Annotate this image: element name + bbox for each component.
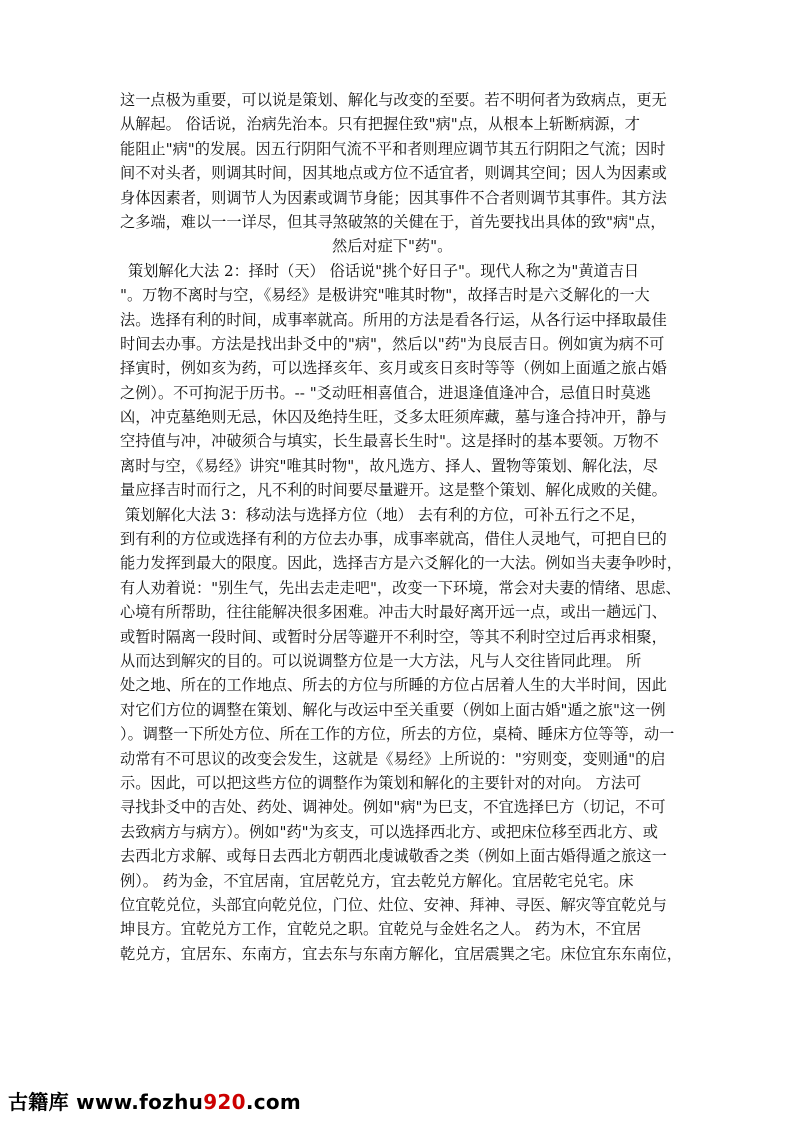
text-line-content: 心境有所帮助，往往能解决很多困难。冲击大时最好离开远一点，或出一趟远门、	[120, 603, 667, 622]
text-line-content: 策划解化大法 3：移动法与选择方位（地） 去有利的方位，可补五行之不足，	[125, 505, 646, 524]
text-line-content: 或暂时隔离一段时间、或暂时分居等避开不利时空，等其不利时空过后再求相聚，	[120, 627, 667, 646]
text-line	[0, 917, 793, 941]
text-line	[0, 503, 793, 527]
text-line	[0, 722, 793, 746]
text-line-content: 法。选择有利的时间，成事率就高。所用的方法是看各行运，从各行运中择取最佳	[120, 310, 667, 329]
text-line-content: 坤艮方。宜乾兑方工作，宜乾兑之职。宜乾兑与金姓名之人。 药为木，不宜居	[120, 920, 642, 939]
text-line	[0, 405, 793, 429]
text-line-content: 去西北方求解、或每日去西北方朝西北虔诚敬香之类（例如上面古婚得遁之旅这一	[120, 847, 667, 866]
text-line-content: 从解起。 俗话说，治病先治本。只有把握住致"病"点，从根本上斩断病源，才	[120, 115, 640, 134]
text-line	[0, 576, 793, 600]
text-line-content: 离时与空，《易经》讲究"唯其时物"，故凡选方、择人、置物等策划、解化法，尽	[120, 456, 658, 475]
text-line-content: 之例）。不可拘泥于历书。-- "爻动旺相喜值合，进退逢值逢冲合，忌值日时莫逃	[120, 383, 651, 402]
text-line	[0, 673, 793, 697]
text-line	[0, 454, 793, 478]
text-line	[0, 527, 793, 551]
text-line	[0, 893, 793, 917]
text-line	[0, 234, 793, 258]
text-line-content: 到有利的方位或选择有利的方位去办事，成事率就高，借住人灵地气，可把自巳的	[120, 530, 667, 549]
text-line	[0, 747, 793, 771]
text-line-content: 间不对头者，则调其时间，因其地点或方位不适宜者，则调其空间；因人为因素或	[120, 164, 667, 183]
text-line-content: 这一点极为重要，可以说是策划、解化与改变的至要。若不明何者为致病点，更无	[120, 91, 667, 109]
text-line	[0, 795, 793, 819]
text-line	[0, 649, 793, 673]
text-line-content: 身体因素者，则调节人为因素或调节身能；因其事件不合者则调节其事件。其方法	[120, 188, 667, 207]
text-line-content: "。万物不离时与空，《易经》是极讲究"唯其时物"，故择吉时是六爻解化的一大	[120, 286, 650, 305]
document-body	[0, 88, 793, 966]
text-line-content: 位宜乾兑位，头部宜向乾兑位，门位、灶位、安神、拜神、寻医、解灾等宜乾兑与	[120, 895, 667, 914]
text-line-content: 之多端，难以一一详尽，但其寻煞破煞的关健在于，首先要找出具体的致"病"点，	[120, 212, 666, 231]
text-line-content: 时间去办事。方法是找出卦爻中的"病"，然后以"药"为良辰吉日。例如寅为病不可	[120, 334, 665, 353]
text-line-content: 例）。 药为金，不宜居南，宜居乾兑方，宜去乾兑方解化。宜居乾宅兑宅。床	[120, 871, 634, 890]
text-line-content: 量应择吉时而行之，凡不利的时间要尽量避开。这是整个策划、解化成败的关健。	[120, 481, 667, 500]
text-line-content: 乾兑方，宜居东、东南方，宜去东与东南方解化，宜居震巽之宅。床位宜东东南位，	[120, 944, 682, 963]
text-line	[0, 283, 793, 307]
text-line	[0, 112, 793, 136]
site-watermark	[8, 1086, 301, 1115]
text-line-content: 去致病方与病方）。例如"药"为亥支，可以选择西北方、或把床位移至西北方、或	[120, 822, 658, 841]
text-line-content: 策划解化大法 2：择时（天） 俗话说"挑个好日子"。现代人称之为"黄道吉日	[128, 261, 640, 280]
text-line	[0, 332, 793, 356]
text-line	[0, 942, 793, 966]
text-line-content: 有人劝着说："别生气，先出去走走吧"，改变一下环境，常会对夫妻的情绪、思虑、	[120, 578, 681, 597]
site-url[interactable]: www.fozhu920.com	[76, 1090, 302, 1114]
text-line-content: 空持值与冲，冲破须合与填实，长生最喜长生时"。这是择时的基本要领。万物不	[120, 432, 659, 451]
text-line-content: 能力发挥到最大的限度。因此，选择吉方是六爻解化的一大法。例如当夫妻争吵时，	[120, 554, 682, 573]
text-line	[0, 186, 793, 210]
text-line	[0, 844, 793, 868]
text-line-content: 凶，冲克墓绝则无忌，休囚及绝持生旺，爻多太旺须库藏，墓与逢合持冲开，静与	[120, 408, 667, 427]
text-line	[0, 600, 793, 624]
text-line	[0, 869, 793, 893]
text-line	[0, 771, 793, 795]
text-line-content: ）。调整一下所处方位、所在工作的方位，所去的方位，桌椅、睡床方位等等，动一	[120, 725, 675, 744]
text-line	[0, 137, 793, 161]
text-line-content: 处之地、所在的工作地点、所去的方位与所睡的方位占居着人生的大半时间，因此	[120, 676, 667, 695]
text-line	[0, 356, 793, 380]
text-line	[0, 625, 793, 649]
text-line	[0, 259, 793, 283]
text-line-content: 寻找卦爻中的吉处、药处、调神处。例如"病"为巳支，不宜选择巳方（切记，不可	[120, 798, 666, 817]
text-line-content: 示。因此，可以把这些方位的调整作为策划和解化的主要针对的对向。 方法可	[120, 773, 642, 792]
text-line	[0, 308, 793, 332]
text-line-content: 能阻止"病"的发展。因五行阴阳气流不平和者则理应调节其五行阴阳之气流；因时	[120, 139, 666, 158]
text-line	[0, 161, 793, 185]
text-line-content: 然后对症下"药"。	[332, 237, 453, 256]
text-line	[0, 551, 793, 575]
text-line	[0, 698, 793, 722]
text-line	[0, 88, 793, 112]
text-line	[0, 429, 793, 453]
text-line	[0, 381, 793, 405]
text-line	[0, 210, 793, 234]
text-line	[0, 820, 793, 844]
text-line-content: 从而达到解灾的目的。可以说调整方位是一大方法，凡与人交往皆同此理。 所	[120, 651, 642, 670]
text-line	[0, 478, 793, 502]
text-line-content: 动常有不可思议的改变会发生，这就是《易经》上所说的："穷则变，变则通"的启	[120, 749, 666, 768]
text-line-content: 对它们方位的调整在策划、解化与改运中至关重要（例如上面古婚"遁之旅"这一例	[120, 700, 666, 719]
site-name: 古籍库	[8, 1090, 69, 1114]
text-line-content: 择寅时，例如亥为药，可以选择亥年、亥月或亥日亥时等等（例如上面遁之旅占婚	[120, 359, 667, 378]
